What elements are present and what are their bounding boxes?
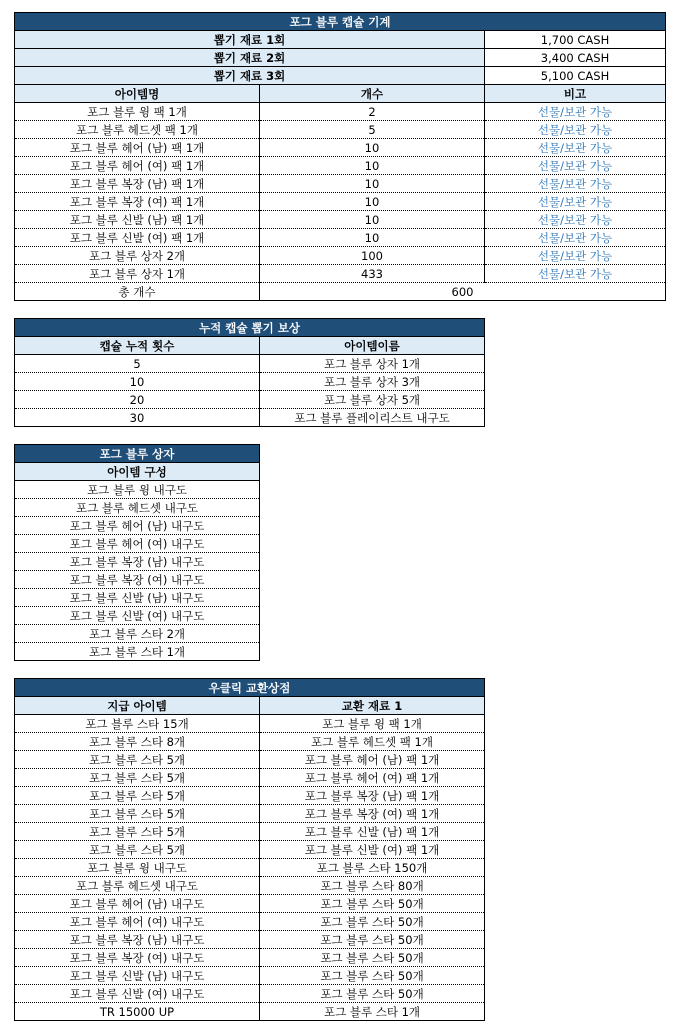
exchange-shop-title: 우클릭 교환상점	[15, 679, 485, 697]
cumulative-count-cell: 5	[15, 355, 260, 373]
box-item-cell: 포그 블루 스타 2개	[15, 625, 260, 643]
exchange-material-cell: 포그 블루 헤드셋 팩 1개	[260, 733, 485, 751]
give-item-cell: 포그 블루 헤어 (여) 내구도	[15, 913, 260, 931]
reward-item-cell: 포그 블루 상자 1개	[260, 355, 485, 373]
table-row	[15, 967, 485, 985]
column-header: 캡슐 누적 횟수	[15, 337, 260, 355]
item-name-cell: 포그 블루 헤드셋 팩 1개	[15, 121, 260, 139]
item-count-cell: 10	[260, 193, 485, 211]
table-row	[15, 535, 260, 553]
table-row	[15, 841, 485, 859]
give-item-cell: 포그 블루 복장 (남) 내구도	[15, 931, 260, 949]
exchange-material-cell: 포그 블루 신발 (남) 팩 1개	[260, 823, 485, 841]
item-name-cell: 포그 블루 헤어 (여) 팩 1개	[15, 157, 260, 175]
capsule-machine-table	[14, 12, 666, 301]
exchange-material-cell: 포그 블루 헤어 (남) 팩 1개	[260, 751, 485, 769]
table-row	[15, 481, 260, 499]
box-item-cell: 포그 블루 복장 (여) 내구도	[15, 571, 260, 589]
give-item-cell: 포그 블루 스타 5개	[15, 769, 260, 787]
give-item-cell: 포그 블루 헤드셋 내구도	[15, 877, 260, 895]
give-item-cell: 포그 블루 복장 (여) 내구도	[15, 949, 260, 967]
table-row	[15, 355, 485, 373]
reward-item-cell: 포그 블루 플레이리스트 내구도	[260, 409, 485, 427]
cost-row	[15, 49, 666, 67]
table-row	[15, 553, 260, 571]
item-count-cell: 10	[260, 157, 485, 175]
item-name-cell: 포그 블루 상자 2개	[15, 247, 260, 265]
item-count-cell: 10	[260, 139, 485, 157]
column-header-row	[15, 463, 260, 481]
table-row	[15, 823, 485, 841]
give-item-cell: 포그 블루 스타 5개	[15, 751, 260, 769]
item-name-cell: 포그 블루 신발 (남) 팩 1개	[15, 211, 260, 229]
box-item-cell: 포그 블루 헤드셋 내구도	[15, 499, 260, 517]
table-row	[15, 103, 666, 121]
exchange-material-cell: 포그 블루 스타 50개	[260, 967, 485, 985]
cost-value: 1,700 CASH	[485, 31, 666, 49]
give-item-cell: TR 15000 UP	[15, 1003, 260, 1021]
box-item-cell: 포그 블루 신발 (여) 내구도	[15, 607, 260, 625]
box-item-cell: 포그 블루 헤어 (남) 내구도	[15, 517, 260, 535]
table-row	[15, 769, 485, 787]
exchange-material-cell: 포그 블루 스타 50개	[260, 895, 485, 913]
table-row	[15, 193, 666, 211]
table-row	[15, 913, 485, 931]
exchange-material-cell: 포그 블루 스타 1개	[260, 1003, 485, 1021]
item-note-cell: 선물/보관 가능	[485, 139, 666, 157]
table-row	[15, 715, 485, 733]
table-row	[15, 517, 260, 535]
exchange-material-cell: 포그 블루 신발 (여) 팩 1개	[260, 841, 485, 859]
reward-item-cell: 포그 블루 상자 5개	[260, 391, 485, 409]
cumulative-reward-title: 누적 캡슐 뽑기 보상	[15, 319, 485, 337]
exchange-material-cell: 포그 블루 스타 150개	[260, 859, 485, 877]
column-header: 아이템명	[15, 85, 260, 103]
give-item-cell: 포그 블루 스타 5개	[15, 841, 260, 859]
cost-label: 뽑기 재료 1회	[15, 31, 485, 49]
item-count-cell: 10	[260, 211, 485, 229]
item-count-cell: 2	[260, 103, 485, 121]
table-row	[15, 949, 485, 967]
item-name-cell: 포그 블루 신발 (여) 팩 1개	[15, 229, 260, 247]
table-row	[15, 373, 485, 391]
cost-label: 뽑기 재료 3회	[15, 67, 485, 85]
table-row	[15, 265, 666, 283]
box-item-cell: 포그 블루 헤어 (여) 내구도	[15, 535, 260, 553]
table-row	[15, 1003, 485, 1021]
item-note-cell: 선물/보관 가능	[485, 103, 666, 121]
item-name-cell: 포그 블루 윙 팩 1개	[15, 103, 260, 121]
exchange-material-cell: 포그 블루 스타 50개	[260, 985, 485, 1003]
table-row	[15, 877, 485, 895]
column-header-row	[15, 85, 666, 103]
column-header: 아이템 구성	[15, 463, 260, 481]
column-header: 지급 아이템	[15, 697, 260, 715]
table-row	[15, 121, 666, 139]
item-count-cell: 433	[260, 265, 485, 283]
box-title: 포그 블루 상자	[15, 445, 260, 463]
exchange-material-cell: 포그 블루 복장 (남) 팩 1개	[260, 787, 485, 805]
column-header: 비고	[485, 85, 666, 103]
total-label: 총 개수	[15, 283, 260, 301]
item-note-cell: 선물/보관 가능	[485, 211, 666, 229]
give-item-cell: 포그 블루 스타 8개	[15, 733, 260, 751]
exchange-material-cell: 포그 블루 스타 50개	[260, 931, 485, 949]
cost-row	[15, 67, 666, 85]
table-row	[15, 607, 260, 625]
cumulative-reward-table	[14, 318, 485, 427]
box-item-cell: 포그 블루 윙 내구도	[15, 481, 260, 499]
give-item-cell: 포그 블루 스타 5개	[15, 823, 260, 841]
exchange-material-cell: 포그 블루 스타 50개	[260, 913, 485, 931]
item-note-cell: 선물/보관 가능	[485, 121, 666, 139]
item-name-cell: 포그 블루 상자 1개	[15, 265, 260, 283]
item-note-cell: 선물/보관 가능	[485, 247, 666, 265]
cost-label: 뽑기 재료 2회	[15, 49, 485, 67]
item-note-cell: 선물/보관 가능	[485, 229, 666, 247]
give-item-cell: 포그 블루 스타 15개	[15, 715, 260, 733]
table-row	[15, 643, 260, 661]
cost-value: 3,400 CASH	[485, 49, 666, 67]
item-name-cell: 포그 블루 헤어 (남) 팩 1개	[15, 139, 260, 157]
exchange-material-cell: 포그 블루 복장 (여) 팩 1개	[260, 805, 485, 823]
table-row	[15, 859, 485, 877]
give-item-cell: 포그 블루 스타 5개	[15, 787, 260, 805]
table-row	[15, 625, 260, 643]
cumulative-count-cell: 30	[15, 409, 260, 427]
box-item-cell: 포그 블루 복장 (남) 내구도	[15, 553, 260, 571]
item-name-cell: 포그 블루 복장 (남) 팩 1개	[15, 175, 260, 193]
exchange-material-cell: 포그 블루 헤어 (여) 팩 1개	[260, 769, 485, 787]
item-note-cell: 선물/보관 가능	[485, 265, 666, 283]
item-count-cell: 5	[260, 121, 485, 139]
table-row	[15, 157, 666, 175]
cost-value: 5,100 CASH	[485, 67, 666, 85]
table-row	[15, 139, 666, 157]
item-note-cell: 선물/보관 가능	[485, 157, 666, 175]
reward-item-cell: 포그 블루 상자 3개	[260, 373, 485, 391]
give-item-cell: 포그 블루 윙 내구도	[15, 859, 260, 877]
item-name-cell: 포그 블루 복장 (여) 팩 1개	[15, 193, 260, 211]
column-header: 교환 재료 1	[260, 697, 485, 715]
table-row	[15, 895, 485, 913]
box-item-cell: 포그 블루 스타 1개	[15, 643, 260, 661]
item-count-cell: 10	[260, 229, 485, 247]
cumulative-count-cell: 20	[15, 391, 260, 409]
total-value: 600	[260, 283, 666, 301]
exchange-material-cell: 포그 블루 윙 팩 1개	[260, 715, 485, 733]
table-row	[15, 409, 485, 427]
exchange-shop-table	[14, 678, 485, 1021]
table-row	[15, 175, 666, 193]
table-row	[15, 787, 485, 805]
give-item-cell: 포그 블루 헤어 (남) 내구도	[15, 895, 260, 913]
item-count-cell: 10	[260, 175, 485, 193]
table-row	[15, 499, 260, 517]
item-count-cell: 100	[260, 247, 485, 265]
table-row	[15, 589, 260, 607]
table-row	[15, 985, 485, 1003]
cumulative-count-cell: 10	[15, 373, 260, 391]
table-row	[15, 229, 666, 247]
table-row	[15, 733, 485, 751]
table-row	[15, 211, 666, 229]
column-header-row	[15, 337, 485, 355]
table-row	[15, 805, 485, 823]
table-row	[15, 391, 485, 409]
column-header-row	[15, 697, 485, 715]
table-row	[15, 571, 260, 589]
table-row	[15, 751, 485, 769]
exchange-material-cell: 포그 블루 스타 80개	[260, 877, 485, 895]
box-item-cell: 포그 블루 신발 (남) 내구도	[15, 589, 260, 607]
table-row	[15, 931, 485, 949]
exchange-material-cell: 포그 블루 스타 50개	[260, 949, 485, 967]
give-item-cell: 포그 블루 스타 5개	[15, 805, 260, 823]
table-row	[15, 247, 666, 265]
give-item-cell: 포그 블루 신발 (여) 내구도	[15, 985, 260, 1003]
column-header: 개수	[260, 85, 485, 103]
capsule-machine-title: 포그 블루 캡슐 기계	[15, 13, 666, 31]
cost-row	[15, 31, 666, 49]
item-note-cell: 선물/보관 가능	[485, 193, 666, 211]
item-note-cell: 선물/보관 가능	[485, 175, 666, 193]
total-row	[15, 283, 666, 301]
give-item-cell: 포그 블루 신발 (남) 내구도	[15, 967, 260, 985]
column-header: 아이템이름	[260, 337, 485, 355]
box-contents-table	[14, 444, 260, 661]
